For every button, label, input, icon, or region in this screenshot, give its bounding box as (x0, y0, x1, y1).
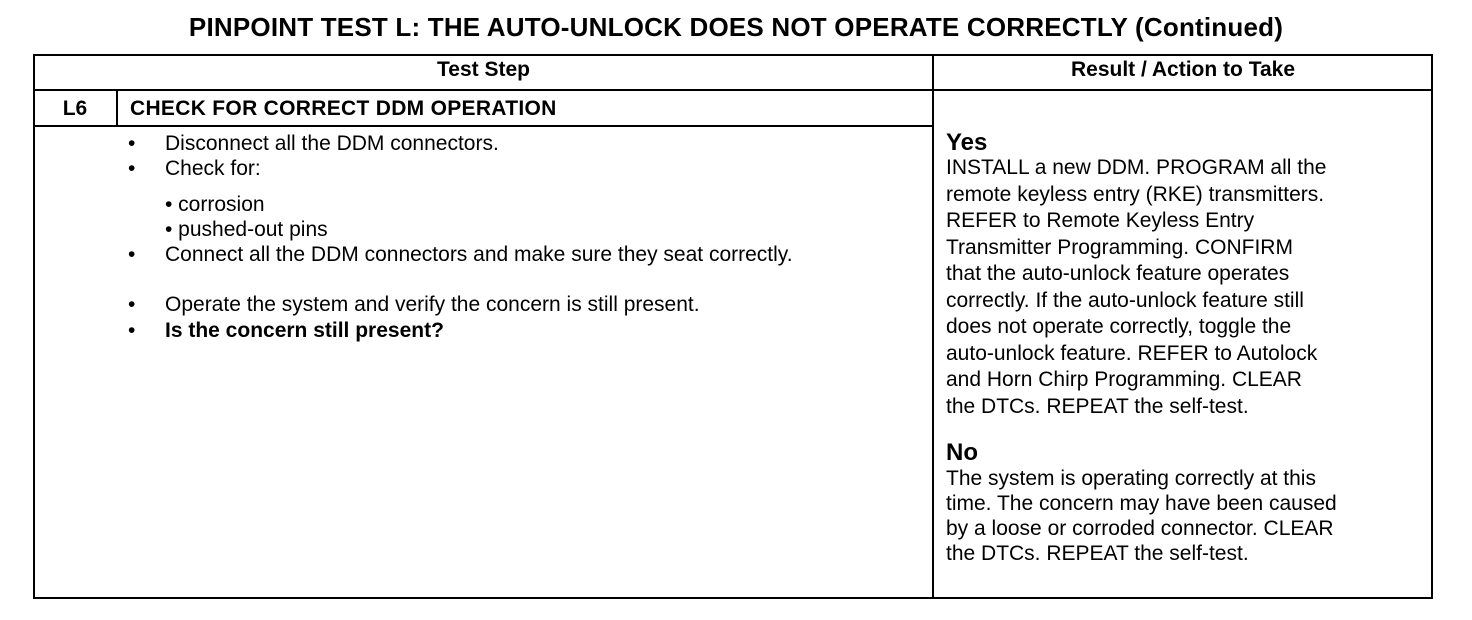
result-yes-line: REFER to Remote Keyless Entry (946, 209, 1255, 232)
result-yes-line: Transmitter Programming. CONFIRM (946, 235, 1293, 259)
header-result-action: Result / Action to Take (1070, 58, 1296, 81)
bullet: • (128, 157, 136, 180)
header-test-step: Test Step (437, 58, 530, 81)
sub-list-item: • corrosion (165, 193, 265, 216)
step-id: L6 (62, 97, 88, 120)
list-item: Operate the system and verify the concern is still present. (165, 293, 700, 316)
result-yes-line: correctly. If the auto-unlock feature still (946, 288, 1304, 312)
result-yes-line: the DTCs. REPEAT the self-test. (946, 394, 1249, 418)
list-item: Check for: (165, 157, 261, 180)
question-item: Is the concern still present? (165, 319, 444, 342)
bullet: • (128, 132, 136, 155)
result-no-line: time. The concern may have been caused (946, 492, 1337, 515)
sub-list-item: • pushed-out pins (165, 218, 328, 241)
step-title: CHECK FOR CORRECT DDM OPERATION (130, 97, 557, 120)
result-yes-line: auto-unlock feature. REFER to Autolock (946, 341, 1318, 365)
bullet: • (128, 293, 136, 316)
result-yes-text (946, 155, 1426, 420)
result-yes-line: and Horn Chirp Programming. CLEAR (946, 368, 1302, 391)
page-title: PINPOINT TEST L: THE AUTO-UNLOCK DOES NOT OPERATE CORRECTLY (Continued) (188, 12, 1284, 42)
result-yes-heading: Yes (946, 129, 988, 156)
result-yes-line: remote keyless entry (RKE) transmitters. (946, 182, 1325, 206)
result-yes-line: does not operate correctly, toggle the (946, 315, 1292, 338)
bullet: • (128, 319, 136, 342)
result-no-text (946, 466, 1426, 566)
list-item: Disconnect all the DDM connectors. (165, 132, 499, 155)
result-no-heading: No (946, 439, 978, 466)
result-yes-line: that the auto-unlock feature operates (946, 262, 1290, 285)
result-no-line: by a loose or corroded connector. CLEAR (946, 517, 1334, 540)
column-divider (932, 54, 934, 599)
bullet: • (128, 243, 136, 266)
result-no-line: the DTCs. REPEAT the self-test. (946, 542, 1249, 565)
result-no-line: The system is operating correctly at this (946, 467, 1316, 490)
result-yes-line: INSTALL a new DDM. PROGRAM all the (946, 156, 1327, 179)
list-item: Connect all the DDM connectors and make sure they seat correctly. (165, 243, 793, 266)
